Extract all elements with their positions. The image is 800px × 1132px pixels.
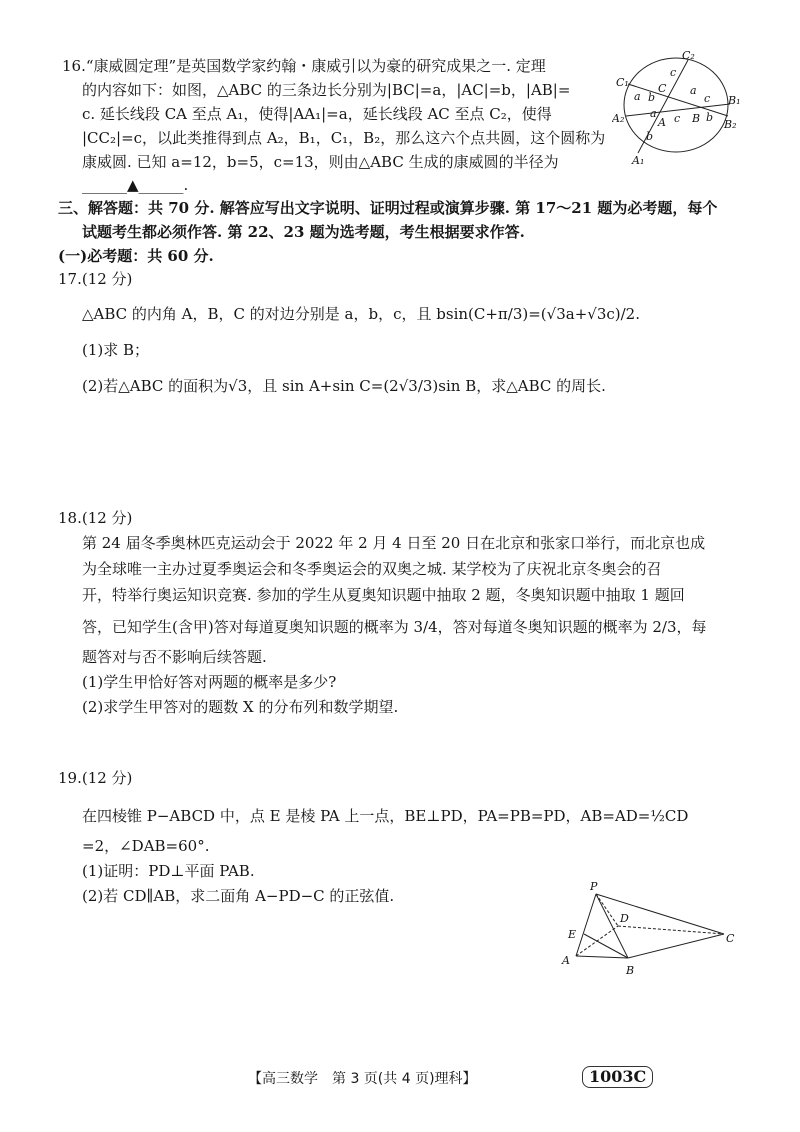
edge-dc [618, 926, 724, 934]
q18-line-3: 开，特举行奥运知识竞赛. 参加的学生从夏奥知识题中抽取 2 题，冬奥知识题中抽取 1 题回 [82, 586, 685, 604]
conway-circle-figure [612, 48, 740, 166]
label-side-b-left: b [648, 91, 656, 104]
label-side-c-bottom: c [674, 112, 681, 125]
label-b1: B₁ [728, 94, 740, 107]
q17-header: 17.(12 分) [58, 270, 133, 288]
q17-part-2: (2)若△ABC 的面积为√3，且 sin A+sin C=(2√3/3)sin B，求△ABC 的周长. [82, 377, 606, 395]
label-c2: C₂ [682, 49, 695, 62]
q19-line-2: =2，∠DAB=60°. [82, 837, 210, 855]
label-b: B [692, 112, 701, 125]
label-side-c-top: c [670, 66, 677, 79]
label-side-a-lower: a [650, 107, 657, 120]
q16-line-4: |CC₂|=c，以此类推得到点 A₂，B₁，C₁，B₂，那么这六个点共圆，这个圆称为 [82, 129, 606, 147]
q18-part-2: (2)求学生甲答对的题数 X 的分布列和数学期望. [82, 698, 399, 716]
label-a2: A₂ [612, 112, 625, 125]
q16-line-3: c. 延长线段 CA 至点 A₁，使得|AA₁|=a，延长线段 AC 至点 C₂，使得 [82, 105, 552, 123]
q16-answer-blank: ______▲______. [82, 176, 189, 194]
label-side-c-right: c [704, 92, 711, 105]
label-b2: B₂ [724, 118, 737, 131]
q17-stem: △ABC 的内角 A，B，C 的对边分别是 a，b，c，且 bsin(C+π/3)=(√3a+√3c)/2. [82, 305, 640, 323]
exam-code-badge: 1003C [582, 1066, 653, 1088]
q17-part-1: (1)求 B； [82, 341, 150, 359]
label-b: B [626, 964, 635, 977]
label-c1: C₁ [616, 76, 629, 89]
edge-pc [596, 894, 724, 934]
section-3-instruction-line-1: 三、解答题：共 70 分. 解答应写出文字说明、证明过程或演算步骤. 第 17～21 题为必考题，每个 [58, 199, 718, 217]
q18-line-4: 答，已知学生(含甲)答对每道夏奥知识题的概率为 3/4，答对每道冬奥知识题的概率为 2/3，每 [82, 618, 707, 636]
label-side-a-upper-right: a [690, 84, 697, 97]
q19-part-2: (2)若 CD∥AB，求二面角 A−PD−C 的正弦值. [82, 887, 395, 905]
section-3-instruction-line-2: 试题考生都必须作答. 第 22、23 题为选考题，考生根据要求作答. [82, 223, 525, 241]
q18-line-2: 为全球唯一主办过夏季奥运会和冬季奥运会的双奥之城. 某学校为了庆祝北京冬奥会的召 [82, 560, 662, 578]
pyramid-figure [556, 880, 742, 982]
label-a1: A₁ [632, 154, 645, 166]
q19-line-1: 在四棱锥 P−ABCD 中，点 E 是棱 PA 上一点，BE⊥PD，PA=PB=PD，AB=AD=½CD [82, 807, 689, 825]
q16-line-1: 16.“康威圆定理”是英国数学家约翰・康威引以为豪的研究成果之一. 定理 [62, 57, 546, 75]
label-d: D [620, 912, 629, 925]
q16-line-2: 的内容如下：如图，△ABC 的三条边长分别为|BC|=a，|AC|=b，|AB|= [82, 81, 571, 99]
label-c: C [726, 932, 735, 945]
edge-pd [596, 894, 618, 926]
q19-part-1: (1)证明：PD⊥平面 PAB. [82, 862, 255, 880]
label-c: C [658, 82, 667, 95]
q16-line-5: 康威圆. 已知 a=12，b=5，c=13，则由△ABC 生成的康威圆的半径为 [82, 153, 559, 171]
page-footer: 【高三数学 第 3 页(共 4 页)理科】 [248, 1071, 477, 1087]
q18-part-1: (1)学生甲恰好答对两题的概率是多少? [82, 673, 337, 691]
label-e: E [568, 928, 577, 941]
label-side-a-left: a [634, 90, 641, 103]
q19-header: 19.(12 分) [58, 769, 133, 787]
edge-bc [628, 934, 724, 958]
label-a: A [562, 954, 570, 967]
label-a: A [658, 116, 666, 129]
label-side-b-right: b [706, 111, 714, 124]
edge-ab [576, 956, 628, 958]
section-3-part-1: (一)必考题：共 60 分. [58, 247, 214, 265]
q18-header: 18.(12 分) [58, 509, 133, 527]
q18-line-1: 第 24 届冬季奥林匹克运动会于 2022 年 2 月 4 日至 20 日在北京和张家口举行，而北京也成 [82, 534, 706, 552]
label-p: P [590, 880, 598, 893]
edge-pa [576, 894, 596, 956]
q18-line-5: 题答对与否不影响后续答题. [82, 648, 267, 666]
label-side-b-bottom: b [646, 130, 654, 143]
